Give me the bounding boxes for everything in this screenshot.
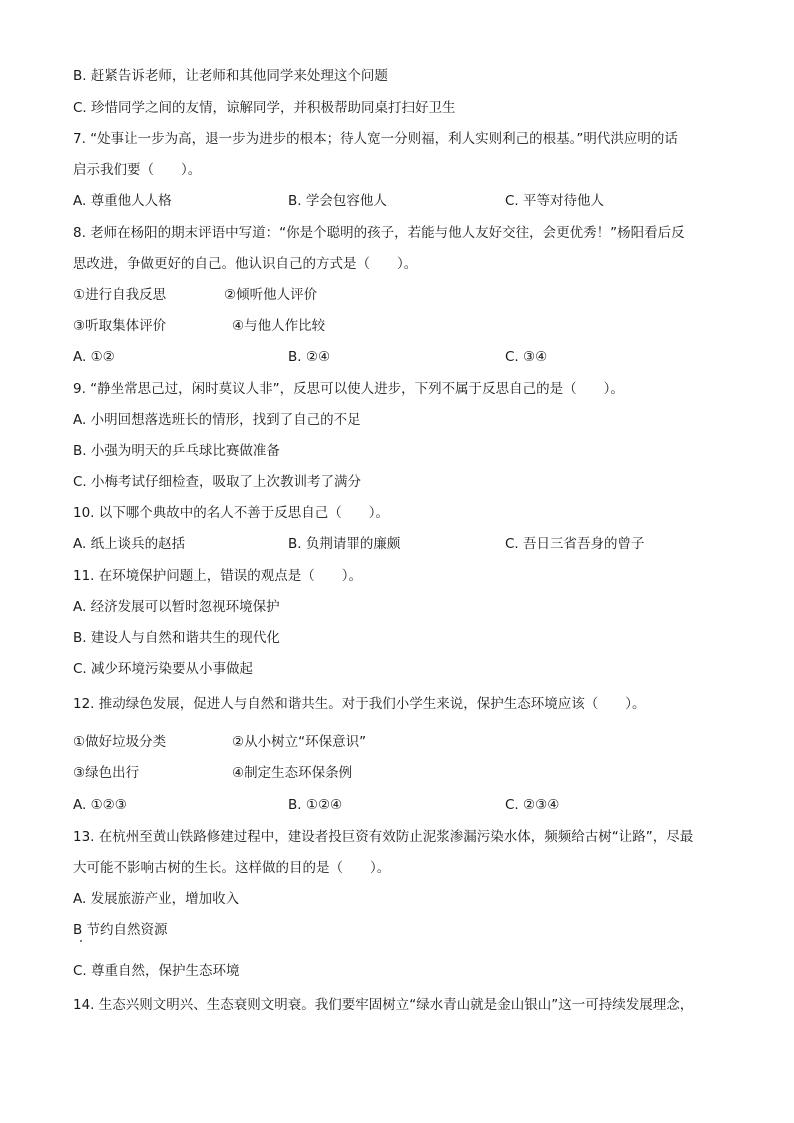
statement-8-3: ③听取集体评价 [73,318,167,334]
option-11c: C. 减少环境污染要从小事做起 [73,661,254,677]
option-7c: C. 平等对待他人 [505,193,605,209]
statement-12-3: ③绿色出行 [73,765,140,781]
question-11: 11. 在环境保护问题上，错误的观点是（ ）。 [73,568,363,584]
question-13-line-2: 大可能不影响古树的生长。这样做的目的是（ ）。 [73,860,391,876]
option-13b: B 节约自然资源 [73,922,168,938]
statement-12-2: ②从小树立“环保意识” [232,734,367,750]
question-7-line-1: 7. “处事让一步为高，退一步为进步的根本；待人宽一分则福，利人实则利己的根基。”明代洪应明的话 [73,131,678,147]
question-8-line-2: 思改进，争做更好的自己。他认识自己的方式是（ ）。 [73,256,418,272]
statement-8-4: ④与他人作比较 [232,318,326,334]
option-6c: C. 珍惜同学之间的友情，谅解同学，并积极帮助同桌打扫好卫生 [73,100,456,116]
option-10a: A. 纸上谈兵的赵括 [73,536,186,552]
option-8a: A. ①② [73,349,115,365]
question-8-line-1: 8. 老师在杨阳的期末评语中写道：“你是个聪明的孩子，若能与他人友好交往，会更优秀！”杨阳看后反 [73,225,685,241]
option-11b: B. 建设人与自然和谐共生的现代化 [73,630,280,646]
option-13a: A. 发展旅游产业，增加收入 [73,891,240,907]
statement-12-1: ①做好垃圾分类 [73,734,167,750]
option-10c: C. 吾日三省吾身的曾子 [505,536,645,552]
option-9c: C. 小梅考试仔细检查，吸取了上次教训考了满分 [73,474,362,490]
question-13-line-1: 13. 在杭州至黄山铁路修建过程中，建设者投巨资有效防止泥浆渗漏污染水体，频频给古树“让路”，尽最 [73,829,694,845]
option-6b: B. 赶紧告诉老师，让老师和其他同学来处理这个问题 [73,68,388,84]
question-12: 12. 推动绿色发展，促进人与自然和谐共生。对于我们小学生来说，保护生态环境应该（ ）。 [73,696,646,712]
option-12a: A. ①②③ [73,797,127,813]
option-12c: C. ②③④ [505,797,560,813]
option-7a: A. 尊重他人人格 [73,193,172,209]
option-9a: A. 小明回想落选班长的情形，找到了自己的不足 [73,412,361,428]
option-8c: C. ③④ [505,349,548,365]
statement-8-2: ②倾听他人评价 [224,287,318,303]
option-11a: A. 经济发展可以暂时忽视环境保护 [73,599,280,615]
option-12b: B. ①②④ [288,797,343,813]
option-8b: B. ②④ [288,349,331,365]
option-10b: B. 负荆请罪的廉颇 [288,536,401,552]
question-14-line-1: 14. 生态兴则文明兴、生态衰则文明衰。我们要牢固树立“绿水青山就是金山银山”这一可持续发展理念， [73,997,694,1013]
statement-8-1: ①进行自我反思 [73,287,167,303]
question-7-line-2: 启示我们要（ ）。 [73,162,202,178]
stray-dot [80,940,82,942]
option-7b: B. 学会包容他人 [288,193,387,209]
statement-12-4: ④制定生态环保条例 [232,765,353,781]
question-10: 10. 以下哪个典故中的名人不善于反思自己（ ）。 [73,505,390,521]
option-13c: C. 尊重自然，保护生态环境 [73,963,240,979]
option-9b: B. 小强为明天的乒乓球比赛做准备 [73,443,280,459]
question-9: 9. “静坐常思己过，闲时莫议人非”，反思可以使人进步，下列不属于反思自己的是（ ）。 [73,381,624,397]
